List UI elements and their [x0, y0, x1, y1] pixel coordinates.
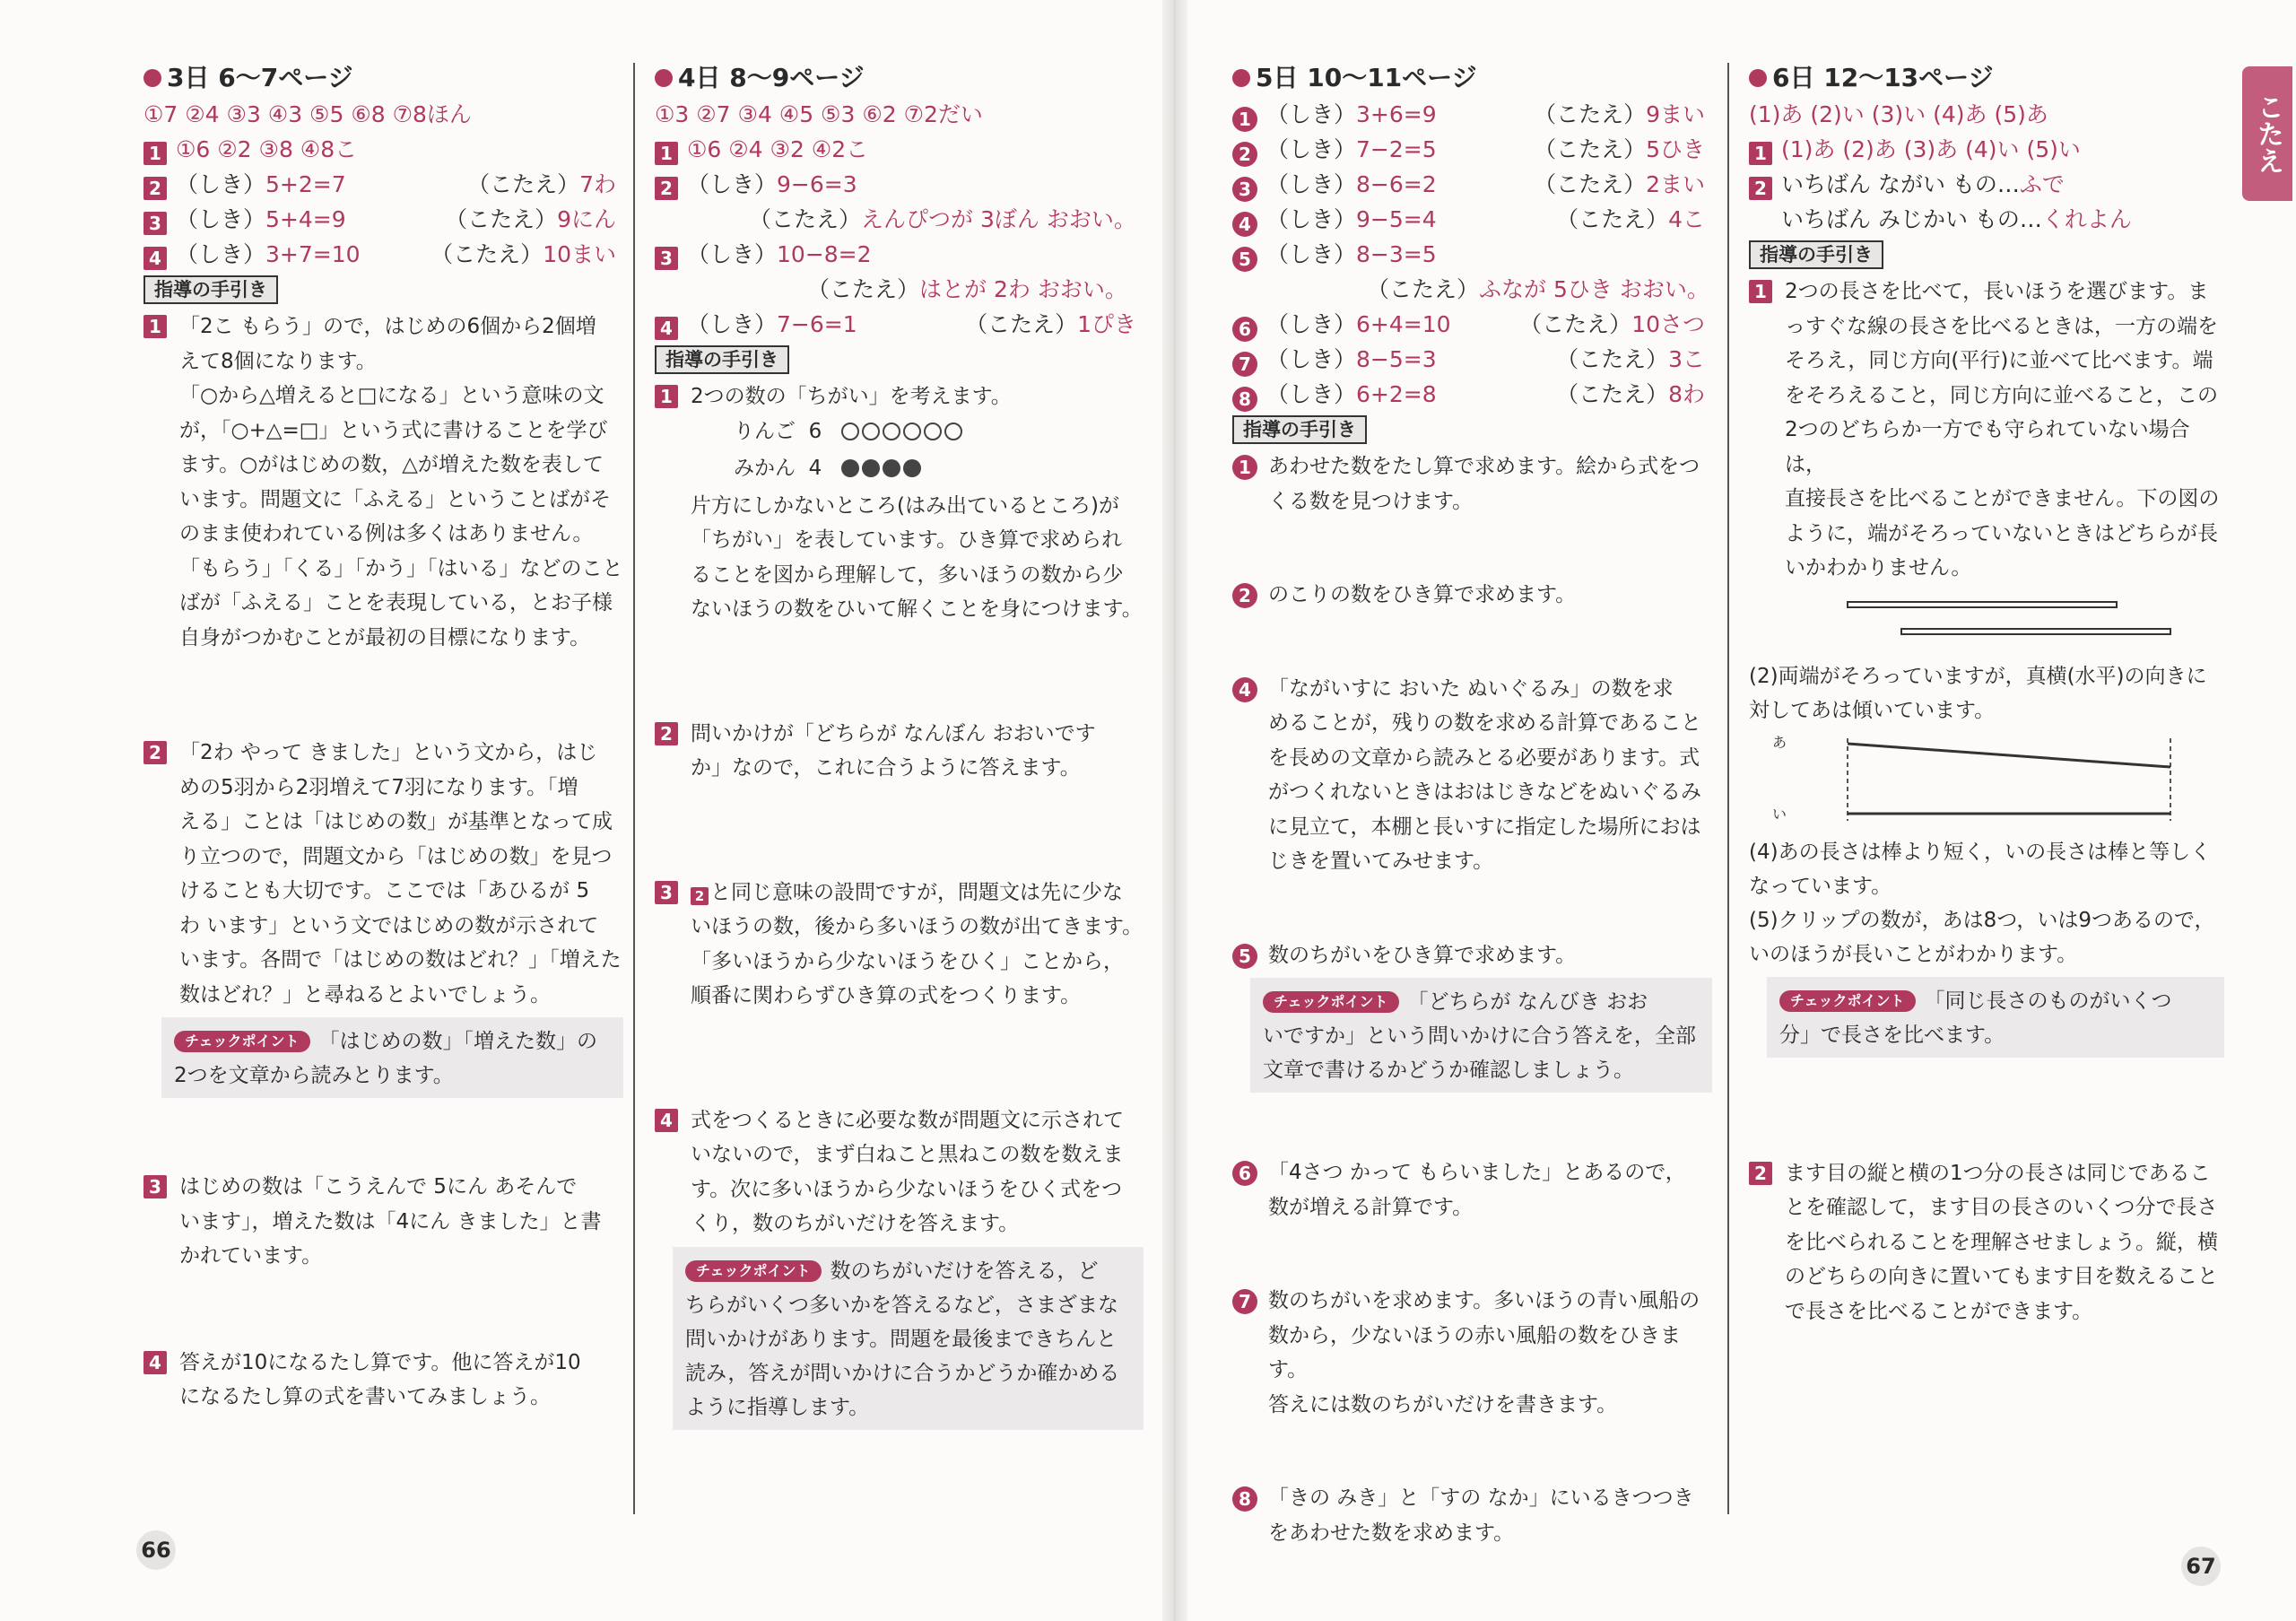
day4-q1: 1 ①6 ②4 ③2 ④2こ: [655, 132, 1144, 167]
question-number: 2: [144, 177, 167, 200]
question-number: 5: [1232, 247, 1257, 272]
open-circle: [924, 423, 942, 440]
question-number: 4: [144, 247, 167, 270]
day5-guide-5: 5 数のちがいをひき算で求めます。: [1232, 938, 1712, 973]
question-number: 2: [1232, 142, 1257, 167]
guide-number: 7: [1232, 1289, 1257, 1314]
question-number: 1: [655, 142, 678, 165]
day4-checkpoint: チェックポイント 数のちがいだけを答える，ど ちらがいくつ多いかを答えるなど，さまざまな 問いかけがあります。問題を最後まできちんと 読み，答えが問いかけに合うかどうか確かめる ように指導します。: [673, 1247, 1144, 1430]
day5-heading: 5日 10〜11ページ: [1232, 59, 1712, 97]
day3-answers-line: ①7 ②4 ③3 ④3 ⑤5 ⑥8 ⑦8ほん: [144, 101, 472, 127]
reference-number: 2: [691, 887, 709, 905]
day5-item: 8 （しき）6+2=8 （こたえ）8わ: [1232, 377, 1712, 412]
day5-item: 1 （しき）3+6=9 （こたえ）9まい: [1232, 97, 1712, 132]
day5-item: 4 （しき）9−5=4 （こたえ）4こ: [1232, 202, 1712, 237]
day4-answers-line: ①3 ②7 ③4 ④5 ⑤3 ⑥2 ⑦2だい: [655, 101, 983, 127]
day6-guide-2: 2 ます目の縦と横の1つ分の長さは同じであるこ とを確認して，ます目の長さのいくつ分で長さ を比べられることを理解させましょう。縦，横 のどちらの向きに置いてもます目を数えること で長さを比べることができます。: [1749, 1156, 2224, 1329]
question-number: 3: [144, 212, 167, 235]
guide-number: 3: [144, 1175, 167, 1198]
day6-checkpoint: チェックポイント 「同じ長さのものがいくつ 分」で長さを比べます。: [1767, 977, 2224, 1058]
day6-note-5: (5)クリップの数が，あは8つ，いは9つあるので， いのほうが長いことがわかります。: [1749, 908, 2215, 966]
question-number: 2: [1749, 177, 1772, 200]
guide-number: 8: [1232, 1486, 1257, 1512]
day4-q3-answer: （こたえ）はとが 2わ おおい。: [807, 276, 1127, 302]
question-number: 3: [655, 247, 678, 270]
open-circle: [903, 423, 921, 440]
day3-guide-3: 3 はじめの数は「こうえんで 5にん あそんで います」，増えた数は「4にん きました」と書 かれています。: [144, 1170, 623, 1274]
unaligned-bars-figure: [1749, 597, 2224, 650]
guide-number: 1: [144, 315, 167, 338]
checkpoint-pill: チェックポイント: [685, 1260, 822, 1282]
day5-item-5-answer: （こたえ）ふなが 5ひき おおい。: [1367, 276, 1709, 302]
day6-note-2: (2)両端がそろっていますが，真横(水平)の向きに 対してあは傾いています。: [1749, 664, 2207, 722]
question-number: 4: [655, 317, 678, 340]
filled-circle: [841, 459, 859, 477]
guide-number: 2: [655, 722, 678, 745]
bullet-dot: [1232, 69, 1250, 87]
day4-guide-4: 4 式をつくるときに必要な数が問題文に示されて いないので，まず白ねこと黒ねこの数を数えま す。次に多いほうから少ないほうをひく式をつ くり，数のちがいだけを答えます。: [655, 1103, 1144, 1242]
bullet-dot: [144, 69, 161, 87]
apple-dots: [841, 417, 965, 452]
bar-lower: [1901, 629, 2170, 634]
guide-number: 4: [1232, 677, 1257, 702]
guide-number: 2: [1749, 1162, 1772, 1185]
day4-guide-2: 2 問いかけが「どちらが なんぼん おおいです か」なので，これに合うように答えます。: [655, 717, 1144, 786]
day3-q3: 3 （しき）5+4=9 （こたえ）9にん: [144, 202, 623, 237]
day3-q4: 4 （しき）3+7=10 （こたえ）10まい: [144, 237, 623, 272]
guide-label: 指導の手引き: [655, 345, 789, 374]
day5-guide-7: 7 数のちがいを求めます。多いほうの青い風船の 数から，少ないほうの赤い風船の数をひきます。 答えには数のちがいだけを書きます。: [1232, 1284, 1712, 1422]
bullet-dot: [1749, 69, 1767, 87]
day5-item: 6 （しき）6+4=10 （こたえ）10さつ: [1232, 307, 1712, 342]
day3-q2: 2 （しき）5+2=7 （こたえ）7わ: [144, 167, 623, 202]
day4-guide-3: 3 2 と同じ意味の設問ですが，問題文は先に少な いほうの数，後から多いほうの数が出てきます。 「多いほうから少ないほうをひく」ことから， 順番に関わらずひき算の式をつくります。: [655, 876, 1144, 1014]
day4-heading: 4日 8〜9ページ: [655, 59, 1144, 97]
bar-upper: [1848, 602, 2117, 607]
question-number: 8: [1232, 387, 1257, 412]
page-number-left: 66: [136, 1530, 176, 1570]
question-number: 6: [1232, 317, 1257, 342]
day6-answers-line: (1)あ (2)い (3)い (4)あ (5)あ: [1749, 101, 2048, 127]
day6-heading: 6日 12〜13ページ: [1749, 59, 2224, 97]
checkpoint-pill: チェックポイント: [1779, 990, 1916, 1012]
checkpoint-pill: チェックポイント: [1263, 991, 1399, 1013]
filled-circle: [903, 459, 921, 477]
guide-number: 2: [1232, 583, 1257, 608]
day4-q2-answer: （こたえ）えんぴつが 3ぼん おおい。: [749, 206, 1136, 232]
column-divider: [1727, 63, 1729, 1514]
day3-guide-2: 2 「2わ やって きました」という文から，はじ めの5羽から2羽増えて7羽になります。「増 える」ことは「はじめの数」が基準となって成 り立つので，問題文から「はじめの数」を見つ けることも大切です。ここでは「あひるが 5 わ います」という文ではじめの数が示されて います。各問で「はじめの数はどれ？」「増えた 数はどれ？」と尋ねるとよいでしょう。: [144, 736, 623, 1012]
day6-guide-1: 1 2つの長さを比べて，長いほうを選びます。ま っすぐな線の長さを比べるときは，一方の端を そろえ，同じ方向(平行)に並べて比べます。端 をそろえること，同じ方向に並べること，この 2つのどちらか一方でも守られていない場合は， 直接長さを比べることができません。下の図の ように，端がそろっていないときはどちらが長 いかわかりません。: [1749, 275, 2224, 586]
day5-guide-2: 2 のこりの数をひき算で求めます。: [1232, 578, 1712, 613]
day5-item: 2 （しき）7−2=5 （こたえ）5ひき: [1232, 132, 1712, 167]
day5-checkpoint: チェックポイント 「どちらが なんびき おお いですか」という問いかけに合う答えを，全部 文章で書けるかどうか確認しましょう。: [1250, 978, 1712, 1093]
question-number: 1: [1749, 142, 1772, 165]
guide-number: 5: [1232, 944, 1257, 969]
guide-label: 指導の手引き: [1232, 415, 1367, 444]
guide-number: 1: [1749, 280, 1772, 303]
guide-number: 4: [144, 1351, 167, 1374]
guide-label: 指導の手引き: [144, 275, 278, 304]
open-circle: [841, 423, 859, 440]
day5-item: 7 （しき）8−5=3 （こたえ）3こ: [1232, 342, 1712, 377]
day4-q4: 4 （しき）7−6=1 （こたえ）1ぴき: [655, 307, 1144, 342]
guide-number: 6: [1232, 1161, 1257, 1186]
filled-circle: [862, 459, 880, 477]
day3-guide-1: 1 「2こ もらう」ので，はじめの6個から2個増 えて8個になります。 「○から△増えると□になる」という意味の文 が，「○+△=□」という式に書けることを学び ます。○がはじめの数，△が増えた数を表して います。問題文に「ふえる」ということばがそ のまま使われている例は多くはありません。 「もらう」「くる」「かう」「はいる」などのこと ばが「ふえる」ことを表現している，とお子様 自身がつかむことが最初の目標になります。: [144, 309, 623, 655]
difference-figure: [691, 414, 1144, 489]
guide-number: 3: [655, 881, 678, 904]
column-divider: [633, 63, 635, 1514]
day5-guide-1: 1 あわせた数をたし算で求めます。絵から式をつ くる数を見つけます。: [1232, 449, 1712, 519]
question-number: 2: [655, 177, 678, 200]
tilt-diagram: [1749, 731, 2224, 830]
day5-column: [1232, 59, 1712, 1550]
figure-label-i: い: [1772, 805, 1787, 823]
day3-heading: 3日 6〜7ページ: [144, 59, 623, 97]
question-number: 1: [144, 142, 167, 165]
day4-column: [655, 59, 1144, 1430]
answers-side-tab: こたえ: [2242, 66, 2292, 201]
day4-guide-1: 1 2つの数の「ちがい」を考えます。 りんご 6 みかん 4 片方にしかないところ(はみ出ているところ)が 「ちがい」を表しています。ひき算で求められ ることを図から理解して，多いほうの数から少 ないほうの数をひいて解くことを身につけます。: [655, 379, 1144, 627]
tilt-figure: [1749, 731, 2224, 830]
day3-q1: 1 ①6 ②2 ③8 ④8こ: [144, 132, 623, 167]
day5-guide-4: 4 「ながいすに おいた ぬいぐるみ」の数を求 めることが，残りの数を求める計算であること を長めの文章から読みとる必要があります。式 がつくれないときはおはじきなどをぬいぐるみ に見立て，本棚と長いすに指定した場所におは じきを置いてみせます。: [1232, 672, 1712, 879]
day3-column: [144, 59, 623, 1415]
question-number: 3: [1232, 177, 1257, 202]
tilted-line-a: [1848, 744, 2170, 767]
day6-q2-line1: 2 いちばん ながい もの…ふで: [1749, 167, 2224, 202]
bullet-dot: [655, 69, 673, 87]
day5-guide-8: 8 「きの みき」と「すの なか」にいるきつつき をあわせた数を求めます。: [1232, 1481, 1712, 1550]
open-circle: [883, 423, 900, 440]
checkpoint-pill: チェックポイント: [174, 1031, 310, 1052]
guide-number: 4: [655, 1109, 678, 1132]
day3-checkpoint: チェックポイント 「はじめの数」「増えた数」の 2つを文章から読みとります。: [161, 1017, 623, 1098]
day5-item: 3 （しき）8−6=2 （こたえ）2まい: [1232, 167, 1712, 202]
day6-note-4: (4)あの長さは棒より短く，いの長さは棒と等しく なっています。: [1749, 840, 2212, 898]
figure-label-a: あ: [1772, 733, 1787, 751]
open-circle: [862, 423, 880, 440]
question-number: 1: [1232, 107, 1257, 132]
page-number-right: 67: [2181, 1547, 2221, 1586]
guide-number: 2: [144, 741, 167, 764]
orange-row: みかん 4: [734, 451, 1144, 489]
book-gutter: [1162, 0, 1187, 1621]
orange-dots: [841, 454, 924, 489]
question-number: 7: [1232, 352, 1257, 377]
guide-label: 指導の手引き: [1749, 240, 1883, 269]
day3-guide-4: 4 答えが10になるたし算です。他に答えが10 になるたし算の式を書いてみましょう。: [144, 1346, 623, 1415]
apple-row: りんご 6: [734, 414, 1144, 452]
filled-circle: [883, 459, 900, 477]
day5-guide-6: 6 「4さつ かって もらいました」とあるので， 数が増える計算です。: [1232, 1155, 1712, 1224]
day6-q1: 1 (1)あ (2)あ (3)あ (4)い (5)い: [1749, 132, 2224, 167]
question-number: 4: [1232, 212, 1257, 237]
day4-q2: 2 （しき）9−6=3: [655, 167, 1144, 202]
open-circle: [944, 423, 962, 440]
guide-number: 1: [655, 385, 678, 408]
day4-q3: 3 （しき）10−8=2: [655, 237, 1144, 272]
guide-number: 1: [1232, 455, 1257, 480]
day6-q2-line2: いちばん みじかい もの…くれよん: [1781, 206, 2132, 232]
day6-column: [1749, 59, 2224, 1329]
day5-item: 5 （しき）8−3=5: [1232, 237, 1712, 272]
